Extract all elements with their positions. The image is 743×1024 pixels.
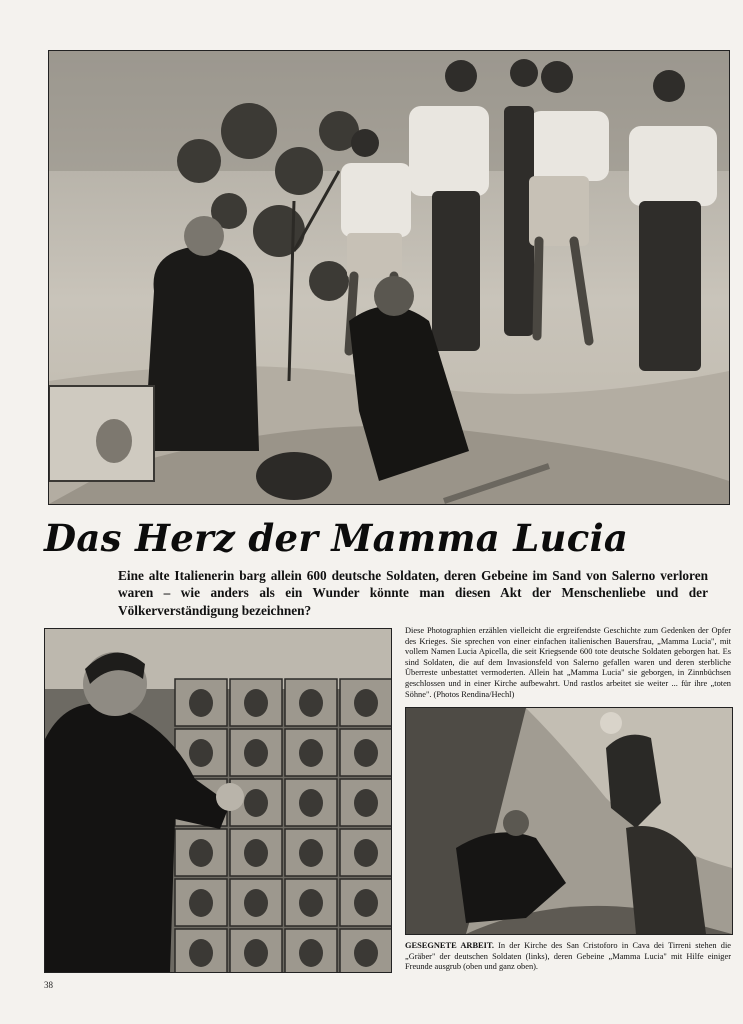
- photo-caption-bottom: [405, 941, 731, 973]
- photo-ravine-dig: [405, 707, 733, 935]
- photo-tin-boxes: [44, 628, 392, 973]
- tin-box-window: [189, 839, 213, 867]
- tin-box-window: [299, 839, 323, 867]
- photo-excavation: [48, 50, 730, 505]
- tin-box-window: [189, 739, 213, 767]
- tin-box-window: [244, 739, 268, 767]
- page-number: 38: [44, 980, 53, 990]
- caption-lead-in: GESEGNETE ARBEIT.: [405, 941, 494, 950]
- tin-box-window: [354, 739, 378, 767]
- tin-box-window: [354, 889, 378, 917]
- caption-text: In der Kirche des San Cristoforo in Cava dei Tirreni stehen die „Gräber" der deutschen Soldaten (links), deren Gebeine „Mamma Lucia" mit Hilfe einiger Freunde ausgrub (oben und ganz oben).: [405, 941, 731, 972]
- tin-box-window: [189, 689, 213, 717]
- tin-box-window: [354, 839, 378, 867]
- tin-box-window: [299, 739, 323, 767]
- tin-box-window: [244, 839, 268, 867]
- tin-box-window: [244, 689, 268, 717]
- tin-box-window: [354, 689, 378, 717]
- tin-box-window: [299, 789, 323, 817]
- tin-box-window: [299, 889, 323, 917]
- tin-box-window: [244, 789, 268, 817]
- tin-box-window: [299, 939, 323, 967]
- tin-box-window: [354, 939, 378, 967]
- article-headline: Das Herz der Mamma Lucia: [44, 516, 629, 560]
- tin-box-window: [244, 889, 268, 917]
- tin-box-window: [354, 789, 378, 817]
- photo-caption-top: Diese Photographien erzählen vielleicht die ergreifendste Geschichte zum Gedenken der Opfer des Krieges. Sie sprechen von einer einfachen italienischen Bauersfrau, „Mamma Lucia", mit vollem Namen Lucia Apicella, die seit Kriegsende 600 tote deutsche Soldaten geborgen hat. Es sind Soldaten, die auf dem Invasionsfeld von Salerno gefallen waren und deren sterbliche Überreste unbestattet vermoderten. Allein hat „Mamma Lucia" sie geborgen, in Zinnbüchsen geschlossen und in einer Kirche aufbewahrt. Und rastlos arbeitet sie weiter ... für ihre „toten Söhne". (Photos Rendina/Hechl): [405, 626, 731, 699]
- article-lead: Eine alte Italienerin barg allein 600 deutsche Soldaten, deren Gebeine im Sand von Salerno verloren waren – wie anders als ein Wunder könnte man diesen Akt der Menschenliebe und der Völkerverständigung bezeichnen?: [118, 568, 708, 618]
- tin-box-window: [244, 939, 268, 967]
- tin-box-window: [189, 939, 213, 967]
- tin-box-window: [299, 689, 323, 717]
- tin-box-window: [189, 889, 213, 917]
